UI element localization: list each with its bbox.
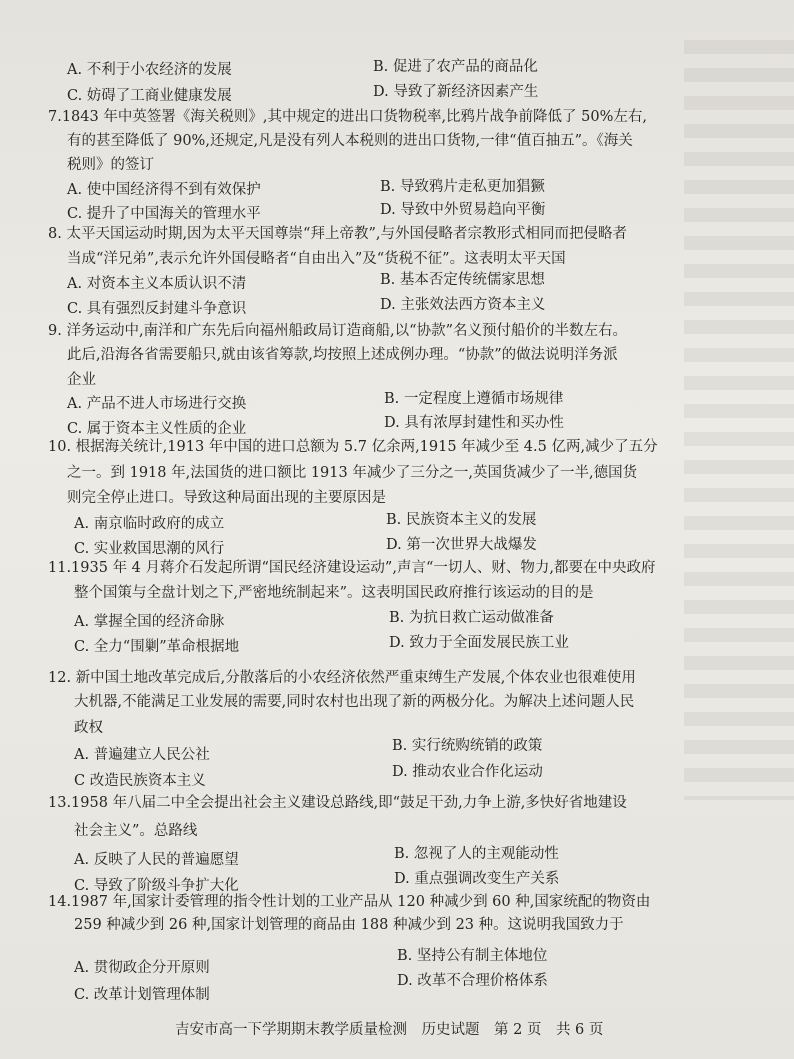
q14-option-b: B. 坚持公有制主体地位 (397, 948, 548, 964)
q8-option-d: D. 主张效法西方资本主义 (380, 297, 546, 313)
q8-option-a: A. 对资本主义本质认识不清 (67, 276, 247, 292)
q7-option-a: A. 使中国经济得不到有效保护 (67, 182, 261, 198)
q12-stem-line-3: 政权 (74, 720, 103, 736)
bleed-through-shadow (684, 40, 794, 800)
q11-option-d: D. 致力于全面发展民族工业 (389, 635, 569, 651)
q9-option-c: C. 属于资本主义性质的企业 (67, 421, 247, 437)
q6-option-c: C. 妨碍了工商业健康发展 (67, 88, 232, 104)
q13-option-d: D. 重点强调改变生产关系 (394, 871, 560, 887)
q7-option-d: D. 导致中外贸易趋向平衡 (380, 202, 546, 218)
q9-option-d: D. 具有浓厚封建性和买办性 (384, 415, 564, 431)
q13-option-c: C. 导致了阶级斗争扩大化 (74, 878, 239, 894)
q10-stem-line-2: 之一。到 1918 年,法国货的进口额比 1913 年减少了三分之一,英国货减少了一半,德国货 (67, 465, 638, 481)
q8-stem-line-2: 当成“洋兄弟”,表示允许外国侵略者“自由出入”及“货税不征”。这表明太平天国 (67, 251, 566, 267)
q10-stem-line-3: 则完全停止进口。导致这种局面出现的主要原因是 (67, 490, 386, 506)
q12-option-b: B. 实行统购统销的政策 (392, 738, 543, 754)
q9-stem-line-2: 此后,沿海各省需要船只,就由该省筹款,均按照上述成例办理。“协款”的做法说明洋务派 (67, 347, 618, 363)
q13-option-b: B. 忽视了人的主观能动性 (394, 846, 559, 862)
q10-option-d: D. 第一次世界大战爆发 (386, 537, 537, 553)
q10-option-b: B. 民族资本主义的发展 (386, 512, 537, 528)
q10-option-a: A. 南京临时政府的成立 (74, 516, 225, 532)
q8-stem-line-1: 8. 太平天国运动时期,因为太平天国尊崇“拜上帝教”,与外国侵略者宗教形式相同而把侵略者 (48, 226, 627, 242)
q12-option-c: C 改造民族资本主义 (74, 773, 206, 789)
q6-option-b: B. 促进了农产品的商品化 (373, 59, 538, 75)
q12-option-a: A. 普遍建立人民公社 (74, 747, 210, 763)
q11-option-b: B. 为抗日救亡运动做准备 (389, 610, 554, 626)
q7-option-c: C. 提升了中国海关的管理水平 (67, 206, 261, 222)
q9-option-b: B. 一定程度上遵循市场规律 (384, 391, 564, 407)
q14-option-a: A. 贯彻政企分开原则 (74, 960, 210, 976)
q7-stem-line-1: 7.1843 年中英签署《海关税则》,其中规定的进出口货物税率,比鸦片战争前降低了 50%左右, (48, 109, 648, 125)
q7-stem-line-2: 有的甚至降低了 90%,还规定,凡是没有列人本税则的进出口货物,一律“值百抽五”。《海关 (67, 133, 633, 149)
q14-option-d: D. 改革不合理价格体系 (397, 973, 548, 989)
q9-option-a: A. 产品不进人市场进行交换 (67, 396, 247, 412)
q14-option-c: C. 改革计划管理体制 (74, 987, 210, 1003)
q11-option-c: C. 全力“围剿”革命根据地 (74, 639, 240, 655)
q12-option-d: D. 推动农业合作化运动 (392, 764, 543, 780)
q9-stem-line-1: 9. 洋务运动中,南洋和广东先后向福州船政局订造商船,以“协款”名义预付船价的半数左右。 (48, 323, 627, 339)
q6-option-a: A. 不利于小农经济的发展 (67, 62, 232, 78)
q7-option-b: B. 导致鸦片走私更加猖獗 (380, 179, 545, 195)
q12-stem-line-2: 大机器,不能满足工业发展的需要,同时农村也出现了新的两极分化。为解决上述问题人民 (74, 694, 635, 710)
q10-stem-line-1: 10. 根据海关统计,1913 年中国的进口总额为 5.7 亿余两,1915 年减少至 4.5 亿两,减少了五分 (48, 439, 658, 455)
q8-option-b: B. 基本否定传统儒家思想 (380, 272, 545, 288)
q11-option-a: A. 掌握全国的经济命脉 (74, 614, 225, 630)
q11-stem-line-1: 11.1935 年 4 月蒋介石发起所谓“国民经济建设运动”,声言“一切人、财、物力,都要在中央政府 (48, 560, 656, 576)
q11-stem-line-2: 整个国策与全盘计划之下,严密地统制起来”。这表明国民政府推行该运动的目的是 (74, 585, 594, 601)
q9-stem-line-3: 企业 (67, 372, 96, 388)
q6-option-d: D. 导致了新经济因素产生 (373, 84, 539, 100)
q13-option-a: A. 反映了人民的普遍愿望 (74, 852, 239, 868)
q14-stem-line-1: 14.1987 年,国家计委管理的指令性计划的工业产品从 120 种减少到 60 种,国家统配的物资由 (48, 894, 651, 910)
page-footer: 吉安市高一下学期期末教学质量检测 历史试题 第 2 页 共 6 页 (175, 1022, 604, 1038)
q10-option-c: C. 实业救国思潮的风行 (74, 541, 225, 557)
q13-stem-line-1: 13.1958 年八届二中全会提出社会主义建设总路线,即“鼓足干劲,力争上游,多快好省地建设 (48, 795, 627, 811)
q7-stem-line-3: 税则》的签订 (67, 157, 154, 173)
q8-option-c: C. 具有强烈反封建斗争意识 (67, 301, 247, 317)
q14-stem-line-2: 259 种减少到 26 种,国家计划管理的商品由 188 种减少到 23 种。这说明我国致力于 (74, 917, 624, 933)
q12-stem-line-1: 12. 新中国土地改革完成后,分散落后的小农经济依然严重束缚生产发展,个体农业也很难使用 (48, 670, 636, 686)
q13-stem-line-2: 社会主义”。总路线 (74, 823, 198, 839)
